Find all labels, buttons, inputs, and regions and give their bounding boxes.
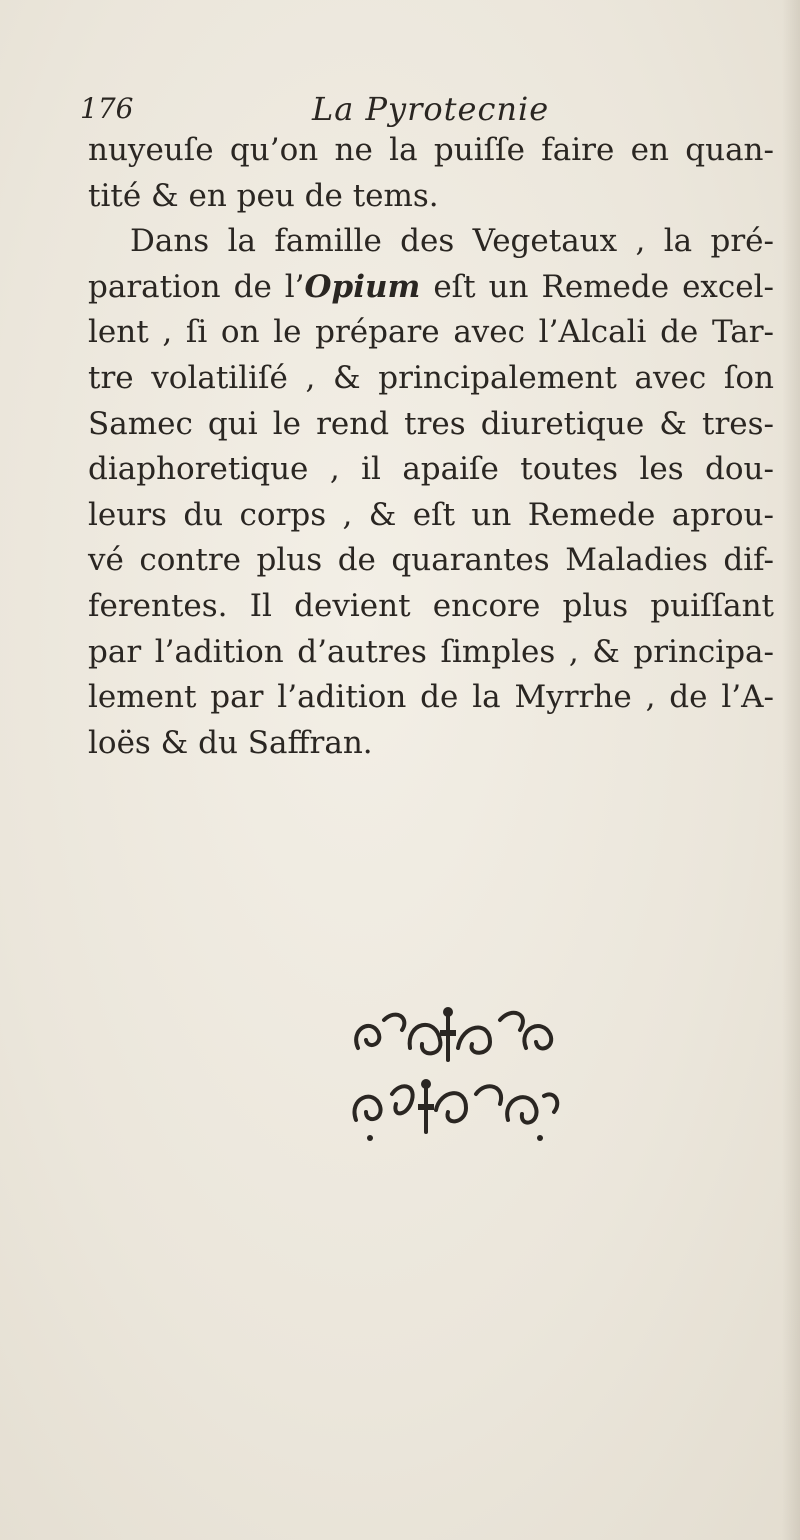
running-head [80, 92, 720, 132]
page-number: 176 [80, 92, 134, 125]
text-line-13: lement par l’adition de la Myrrhe , de l’A- [88, 679, 774, 716]
text-line-10: vé contre plus de quarantes Maladies dif- [88, 542, 774, 579]
body-text [88, 128, 774, 766]
text-line-12: par l’adition d’autres ſimples , & principa- [88, 633, 774, 670]
running-title: La Pyrotecnie [312, 90, 550, 128]
opium-word: Opium [304, 268, 421, 305]
text-line-9: leurs du corps , & eſt un Remede aprou- [88, 496, 774, 533]
text-line-8: diaphoretique , il apaiſe toutes les dou- [88, 451, 774, 488]
page-edge-shadow [782, 0, 800, 1540]
text-line-5: lent , ſi on le prépare avec l’Alcali de Tar- [88, 314, 774, 351]
text-line-2: tité & en peu de tems. [88, 177, 439, 214]
text-line-11: ferentes. Il devient encore plus puiſſant [88, 587, 774, 624]
text-line-4-end: eſt un Remede excel- [420, 268, 774, 305]
text-line-4-start: paration de l’ [88, 268, 305, 305]
text-line-1: nuyeuſe qu’on ne la puiſſe faire en quan- [88, 132, 774, 168]
text-line-7: Samec qui le rend tres diuretique & tres- [88, 405, 774, 442]
text-line-3: Dans la famille des Vegetaux , la pré- [130, 223, 774, 260]
text-line-6: tre volatiliſé , & principalement avec ſon [88, 359, 774, 396]
fleuron-ornament-icon [340, 1000, 570, 1150]
text-line-4 [88, 265, 774, 311]
text-line-14: loës & du Saffran. [88, 724, 373, 761]
